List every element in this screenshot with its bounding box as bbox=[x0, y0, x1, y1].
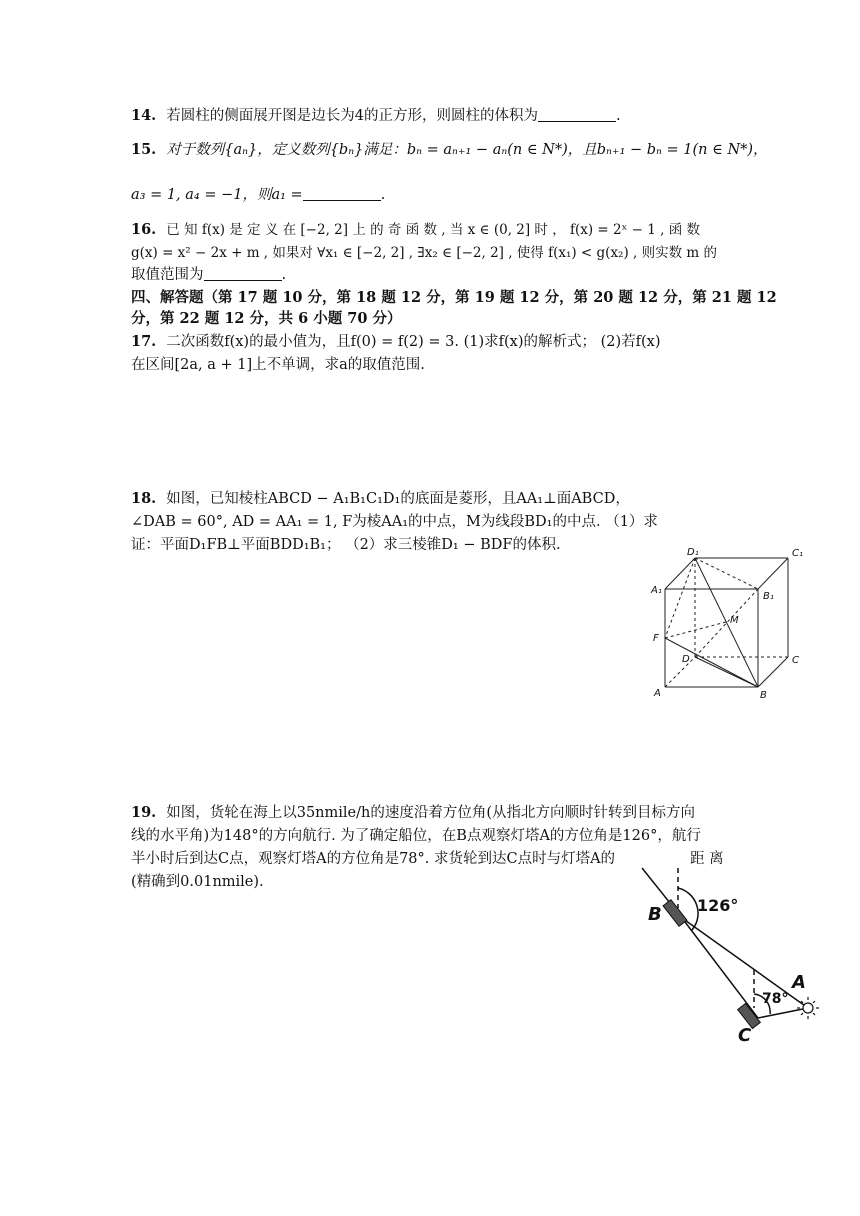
label-a: A bbox=[792, 972, 806, 993]
question-19-line3 bbox=[131, 849, 615, 869]
question-text: g(x) = x² − 2x + m , 如果对 ∀x₁ ∈ [−2, 2] , ∃x₂ ∈ [−2, 2] , 使得 f(x₁) < g(x₂) , 则实数 m 的 bbox=[131, 245, 717, 261]
label-d1: D₁ bbox=[687, 547, 699, 558]
question-number: 19. bbox=[131, 804, 157, 821]
question-text: 如图，货轮在海上以35nmile/h的速度沿着方位角(从指北方向顺时针转到目标方向 bbox=[166, 805, 696, 821]
label-b: B bbox=[760, 690, 767, 701]
question-number: 16. bbox=[131, 221, 157, 238]
question-18-line2 bbox=[131, 512, 658, 532]
label-b: B bbox=[648, 904, 662, 925]
question-number: 15. bbox=[131, 141, 157, 158]
prism-figure bbox=[640, 545, 820, 705]
question-15-line2 bbox=[131, 185, 385, 205]
question-number: 14. bbox=[131, 107, 157, 124]
question-text: 在区间[2a, a + 1]上不单调，求a的取值范围. bbox=[131, 357, 425, 373]
question-text: 半小时后到达C点，观察灯塔A的方位角是78°. 求货轮到达C点时与灯塔A的 bbox=[131, 851, 616, 867]
label-a: A bbox=[654, 688, 661, 699]
period: . bbox=[281, 267, 287, 283]
label-c: C bbox=[738, 1025, 752, 1046]
question-16-line1 bbox=[131, 220, 700, 240]
question-14 bbox=[131, 106, 621, 126]
question-text: 取值范围为 bbox=[131, 267, 204, 283]
angle-b-label: 126° bbox=[697, 896, 739, 915]
question-17-line1 bbox=[131, 332, 661, 352]
label-c: C bbox=[792, 655, 799, 666]
question-text: 距 离 bbox=[690, 851, 724, 867]
question-18-line1 bbox=[131, 489, 630, 509]
question-text: 证：平面D₁FB⊥平面BDD₁B₁； （2）求三棱锥D₁ − BDF的体积. bbox=[131, 537, 561, 553]
answer-blank bbox=[303, 186, 381, 201]
label-a1: A₁ bbox=[651, 585, 662, 596]
question-17-line2 bbox=[131, 355, 425, 375]
question-text: 线的水平角)为148°的方向航行. 为了确定船位，在B点观察灯塔A的方位角是126°，航行 bbox=[131, 828, 701, 844]
label-m: M bbox=[730, 615, 739, 626]
ship-b-icon bbox=[663, 900, 687, 927]
question-19-line4 bbox=[131, 872, 264, 892]
angle-c-label: 78° bbox=[762, 991, 789, 1007]
question-text: 若圆柱的侧面展开图是边长为4的正方形，则圆柱的体积为 bbox=[166, 108, 538, 124]
label-f: F bbox=[653, 633, 659, 644]
question-19-line2 bbox=[131, 826, 701, 846]
navigation-figure bbox=[630, 858, 830, 1053]
question-18-line3 bbox=[131, 535, 561, 555]
question-text: a₃ = 1, a₄ = −1，则a₁ = bbox=[131, 187, 303, 203]
question-text: 对于数列{aₙ}，定义数列{bₙ}满足：bₙ = aₙ₊₁ − aₙ(n ∈ N*)，且bₙ₊₁ − bₙ = 1(n ∈ N*)， bbox=[166, 142, 768, 158]
question-19-line1 bbox=[131, 803, 695, 823]
lighthouse-icon bbox=[797, 997, 819, 1019]
question-number: 17. bbox=[131, 333, 157, 350]
period: . bbox=[380, 187, 386, 203]
question-text: 二次函数f(x)的最小值为，且f(0) = f(2) = 3. (1)求f(x)的解析式； (2)若f(x) bbox=[166, 334, 661, 350]
label-d: D bbox=[682, 654, 690, 665]
question-text: 已 知 f(x) 是 定 义 在 [−2, 2] 上 的 奇 函 数 , 当 x ∈ (0, 2] 时 ， f(x) = 2ˣ − 1 , 函 数 bbox=[166, 222, 700, 238]
section-heading-line2: 分，第 22 题 12 分，共 6 小题 70 分） bbox=[131, 310, 402, 327]
question-16-line2 bbox=[131, 243, 717, 263]
question-text: ∠DAB = 60°, AD = AA₁ = 1, F为棱AA₁的中点，M为线段BD₁的中点. （1）求 bbox=[131, 514, 658, 530]
question-15-line1 bbox=[131, 140, 768, 160]
question-number: 18. bbox=[131, 490, 157, 507]
answer-blank bbox=[204, 266, 282, 281]
question-16-line3 bbox=[131, 265, 286, 285]
section-heading-line1: 四、解答题（第 17 题 10 分，第 18 题 12 分，第 19 题 12 分，第 20 题 12 分，第 21 题 12 bbox=[131, 289, 777, 306]
answer-blank bbox=[538, 107, 616, 122]
period: . bbox=[615, 108, 621, 124]
label-c1: C₁ bbox=[792, 548, 803, 559]
label-b1: B₁ bbox=[763, 591, 774, 602]
question-text: (精确到0.01nmile). bbox=[131, 874, 264, 890]
question-text: 如图，已知棱柱ABCD − A₁B₁C₁D₁的底面是菱形，且AA₁⊥面ABCD， bbox=[166, 491, 630, 507]
